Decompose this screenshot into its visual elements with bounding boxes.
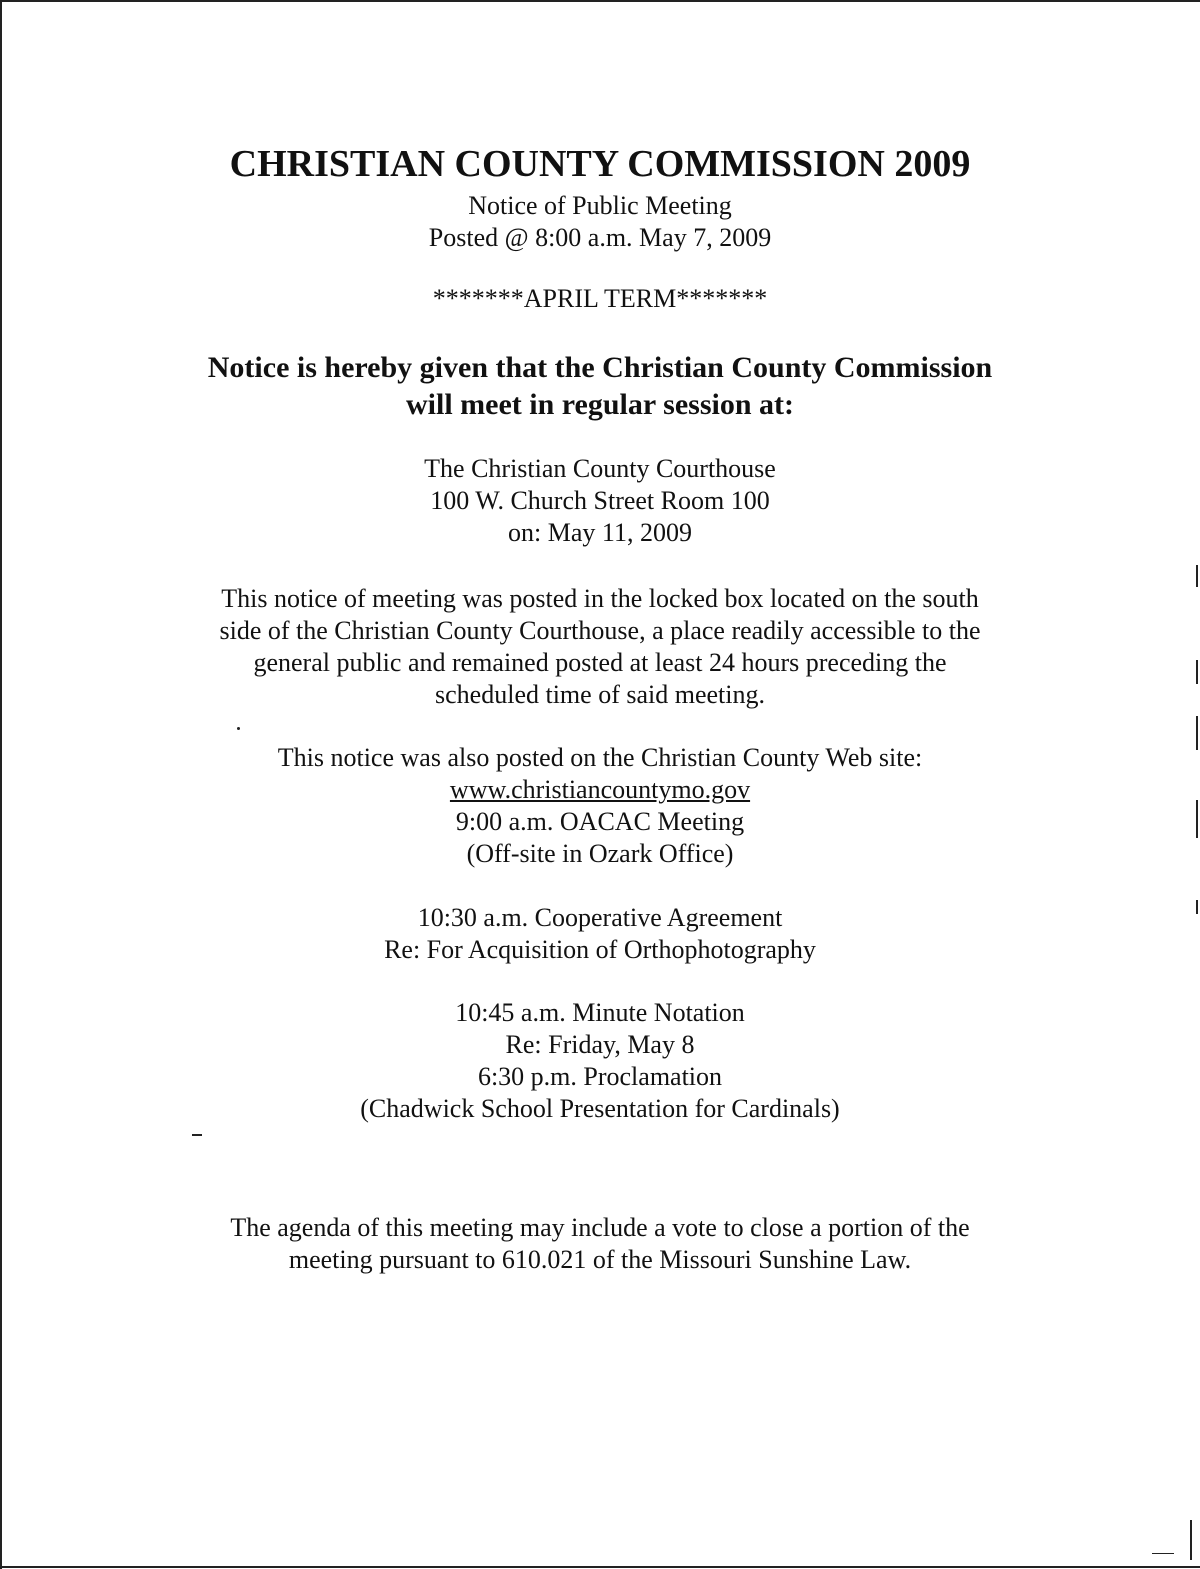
agenda-item-3-sub-note: (Chadwick School Presentation for Cardinals) bbox=[360, 1094, 840, 1123]
corner-mark bbox=[1152, 1553, 1174, 1554]
document-title: CHRISTIAN COUNTY COMMISSION 2009 bbox=[229, 143, 971, 185]
website-url[interactable]: www.christiancountymo.gov bbox=[449, 775, 751, 804]
bottom-border bbox=[0, 1566, 1200, 1568]
location-place: The Christian County Courthouse bbox=[424, 454, 776, 483]
agenda-item-3-note: Re: Friday, May 8 bbox=[505, 1030, 695, 1059]
location-address: 100 W. Church Street Room 100 bbox=[430, 486, 770, 515]
agenda-item-2: 10:30 a.m. Cooperative Agreement bbox=[417, 903, 783, 932]
agenda-item-3-sub: 6:30 p.m. Proclamation bbox=[477, 1062, 723, 1091]
top-border bbox=[0, 0, 1200, 2]
agenda-item-3: 10:45 a.m. Minute Notation bbox=[455, 998, 745, 1027]
notice-subtitle: Notice of Public Meeting bbox=[468, 191, 732, 220]
stray-mark bbox=[192, 1134, 202, 1136]
posting-paragraph-line: This notice of meeting was posted in the locked box located on the south bbox=[221, 584, 979, 613]
stray-dot bbox=[237, 727, 240, 730]
website-link[interactable] bbox=[0, 774, 1200, 806]
notice-heading-line1: Notice is hereby given that the Christian County Commission bbox=[207, 351, 993, 384]
posting-paragraph-line: side of the Christian County Courthouse, a place readily accessible to the bbox=[219, 616, 981, 645]
right-edge-mark bbox=[1190, 1520, 1192, 1560]
agenda-item-2-note: Re: For Acquisition of Orthophotography bbox=[384, 935, 816, 964]
notice-heading-line2: will meet in regular session at: bbox=[405, 388, 795, 421]
agenda-item-1-note: (Off-site in Ozark Office) bbox=[466, 839, 734, 868]
term-label: *******APRIL TERM******* bbox=[432, 284, 768, 313]
closing-line: The agenda of this meeting may include a vote to close a portion of the bbox=[230, 1213, 970, 1242]
agenda-item-1: 9:00 a.m. OACAC Meeting bbox=[455, 807, 745, 836]
location-date: on: May 11, 2009 bbox=[508, 518, 692, 547]
closing-line: meeting pursuant to 610.021 of the Missouri Sunshine Law. bbox=[288, 1245, 912, 1274]
posted-date: Posted @ 8:00 a.m. May 7, 2009 bbox=[428, 223, 772, 252]
posting-paragraph-line: general public and remained posted at least 24 hours preceding the bbox=[253, 648, 947, 677]
web-notice: This notice was also posted on the Christian County Web site: bbox=[277, 743, 923, 772]
posting-paragraph-line: scheduled time of said meeting. bbox=[435, 680, 765, 709]
